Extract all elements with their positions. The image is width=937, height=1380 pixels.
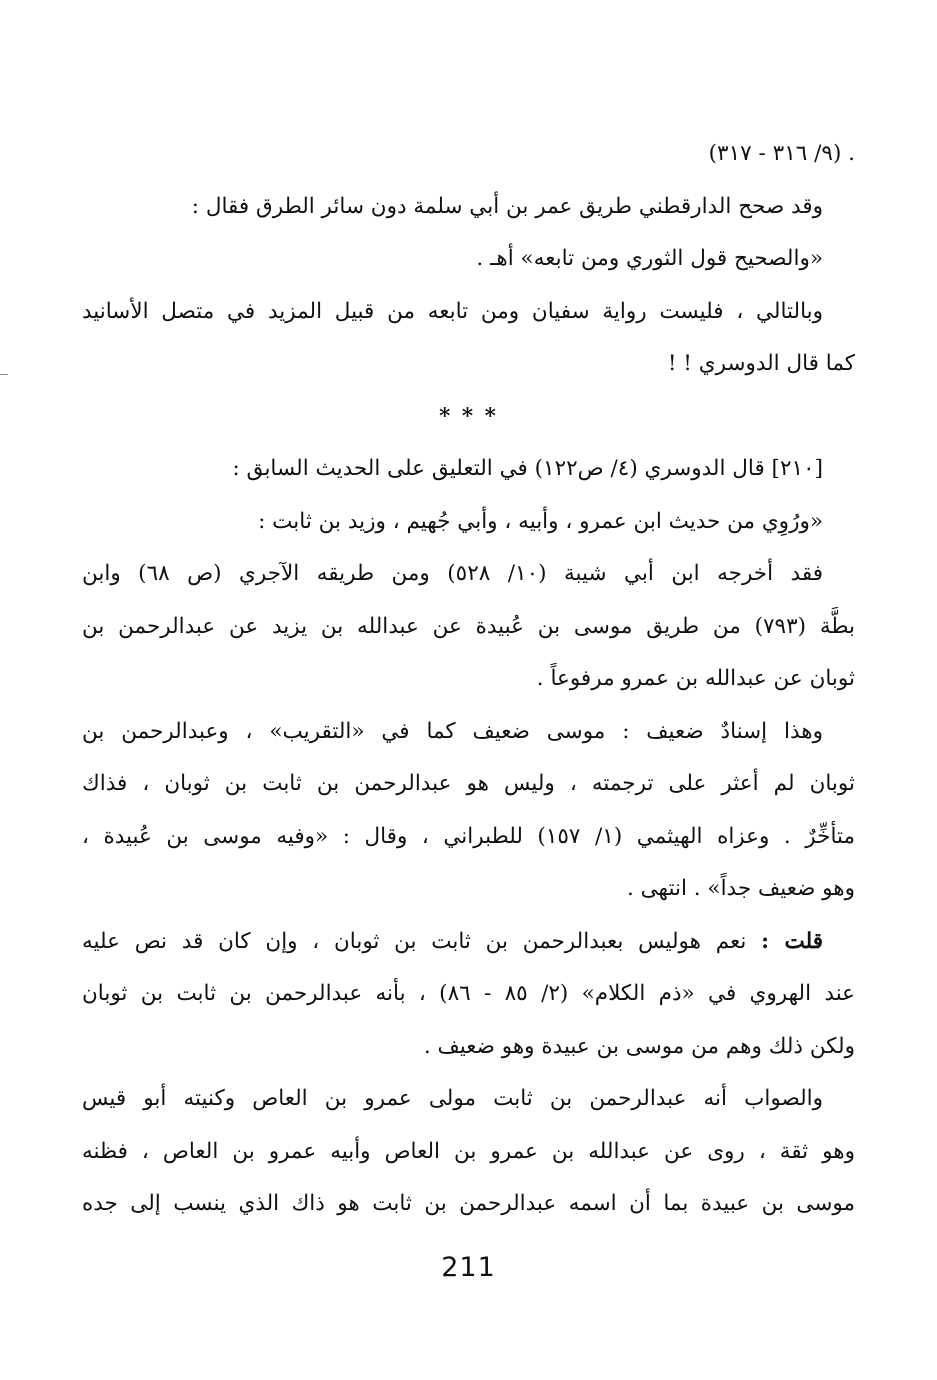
text-line-17: عند الهروي في «ذم الكلام» (٢/ ٨٥ - ٨٦) ، بأنه عبدالرحمن بن ثابت بن ثوبان [82, 981, 855, 1006]
text-line-16-body: نعم هوليس بعبدالرحمن بن ثابت بن ثوبان ، وإن كان قد نص عليه [82, 928, 747, 954]
text-line-20: وهو ثقة ، روى عن عبدالله بن عمرو بن العاص وأبيه عمرو بن العاص ، فظنه [82, 1138, 855, 1164]
text-line-2: وقد صحح الدارقطني طريق عمر بن أبي سلمة دون سائر الطرق فقال : [191, 193, 823, 219]
text-line-3: «والصحيح قول الثوري ومن تابعه» أهـ . [476, 246, 823, 271]
qult-label: قلت : [761, 928, 823, 954]
text-line-8: «ورُوِي من حديث ابن عمرو ، وأبيه ، وأبي جُهيم ، وزيد بن ثابت : [258, 508, 823, 534]
page-number: 211 [441, 1252, 496, 1283]
text-line-5: كما قال الدوسري ! ! [667, 351, 855, 376]
text-line-14: متأخِّرٌ . وعزاه الهيثمي (١/ ١٥٧) للطبراني ، وقال : «وفيه موسى بن عُبيدة ، [82, 823, 855, 849]
text-line-10: بطَّة (٧٩٣) من طريق موسى بن عُبيدة عن عبدالله بن يزيد عن عبدالرحمن بن [82, 613, 855, 639]
text-line-16 [82, 916, 855, 969]
text-line-18: ولكن ذلك وهم من موسى بن عبيدة وهو ضعيف . [423, 1033, 855, 1059]
body-text [82, 128, 855, 1231]
text-line-21: موسى بن عبيدة بما أن اسمه عبدالرحمن بن ثابت هو ذاك الذي ينسب إلى جده [82, 1191, 855, 1216]
text-line-13: ثوبان لم أعثر على ترجمته ، وليس هو عبدالرحمن بن ثابت بن ثوبان ، فذاك [82, 771, 855, 796]
text-line-7: [٢١٠] قال الدوسري (٤/ ص١٢٢) في التعليق على الحديث السابق : [232, 456, 823, 481]
text-line-12: وهذا إسنادٌ ضعيف : موسى ضعيف كما في «التقريب» ، وعبدالرحمن بن [82, 718, 823, 744]
text-line-15: وهو ضعيف جداً» . انتهى . [626, 876, 855, 901]
text-line-9: فقد أخرجه ابن أبي شيبة (١٠/ ٥٢٨) ومن طريقه الآجري (ص ٦٨) وابن [82, 561, 823, 586]
margin-mark [0, 374, 8, 375]
text-line-4: وبالتالي ، فليست رواية سفيان ومن تابعه من قبيل المزيد في متصل الأسانيد [82, 298, 823, 324]
section-separator: * * * [439, 403, 498, 429]
text-line-1: . (٩/ ٣١٦ - ٣١٧) [708, 141, 855, 166]
text-line-19: والصواب أنه عبدالرحمن بن ثابت مولى عمرو بن العاص وكنيته أبو قيس [82, 1086, 823, 1111]
text-line-11: ثوبان عن عبدالله بن عمرو مرفوعاً . [536, 666, 855, 691]
